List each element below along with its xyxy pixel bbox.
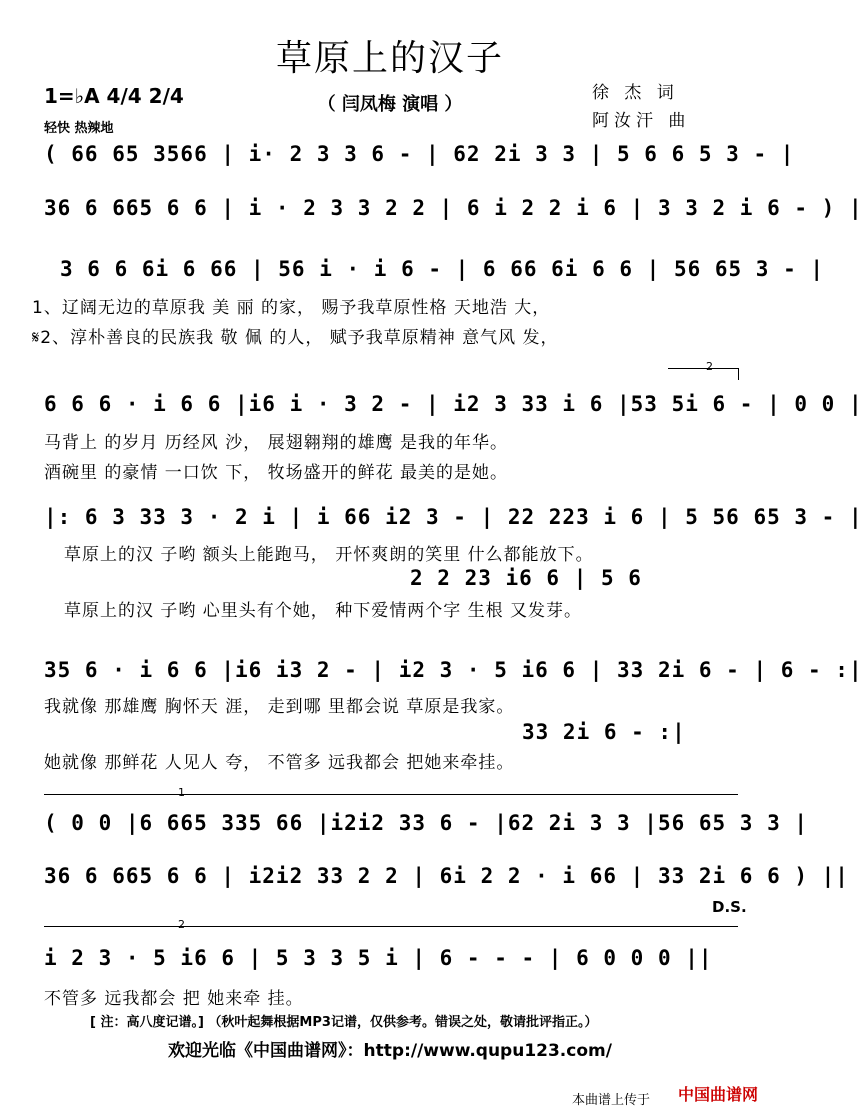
score-row-4: 6 6 6 · i 6 6 |i6 i · 3 2 - | i2 3 33 i 6 |53 5i 6 - | 0 0 | <box>44 392 863 416</box>
score-row-7: ( 0 0 |6 665 335 66 |i2i2 33 6 - |62 2i 3 3 |56 65 3 3 | <box>44 811 809 835</box>
ds-marking: D.S. <box>712 898 747 916</box>
lyric-verse2-a: 𝄋2、淳朴善良的民族我 敬 佩 的人， 赋予我草原精神 意气风 发， <box>32 328 559 348</box>
key-signature: 1=♭A 4/4 2/4 <box>44 84 184 108</box>
score-row-3: 3 6 6 6i 6 66 | 56 i · i 6 - | 6 66 6i 6 6 | 56 65 3 - | <box>60 257 825 281</box>
volta-2-number: 2 <box>706 360 713 373</box>
score-row-5-alt: 2 2 23 i6 6 | 5 6 <box>410 566 642 590</box>
page-title: 草原上的汉子 <box>275 38 504 79</box>
tempo-marking: 轻快 热辣地 <box>44 121 114 136</box>
lyric-verse2-b: 酒碗里 的豪情 一口饮 下， 牧场盛开的鲜花 最美的是她。 <box>44 463 509 483</box>
volta-1-line <box>44 794 738 795</box>
singer-credit: （ 闫凤梅 演唱 ） <box>317 94 463 115</box>
site-logo: 中国曲谱网 <box>677 1085 758 1104</box>
welcome-banner: 欢迎光临《中国曲谱网》：http://www.qupu123.com/ <box>168 1041 612 1061</box>
score-row-8: 36 6 665 6 6 | i2i2 33 2 2 | 6i 2 2 · i 66 | 33 2i 6 6 ) || <box>44 864 849 888</box>
volta-1-number: 1 <box>178 786 185 799</box>
lyric-chorus2-b: 她就像 那鲜花 人见人 夸， 不管多 远我都会 把她来牵挂。 <box>44 753 515 773</box>
score-row-1: ( 66 65 3566 | i· 2 3 3 6 - | 62 2i 3 3 | 5 6 6 5 3 - | <box>44 142 795 166</box>
volta-2-lower-line <box>44 926 738 927</box>
volta-2-lower-number: 2 <box>178 918 185 931</box>
lyric-chorus1-b: 我就像 那雄鹰 胸怀天 涯， 走到哪 里都会说 草原是我家。 <box>44 697 515 717</box>
score-row-6: 35 6 · i 6 6 |i6 i3 2 - | i2 3 · 5 i6 6 | 33 2i 6 - | 6 - :| <box>44 658 863 682</box>
score-row-5: |: 6 3 33 3 · 2 i | i 66 i2 3 - | 22 223 i 6 | 5 56 65 3 - | <box>44 505 863 529</box>
lyric-coda: 不管多 远我都会 把 她来牵 挂。 <box>44 989 304 1009</box>
lyric-verse1-b: 马背上 的岁月 历经风 沙， 展翅翱翔的雄鹰 是我的年华。 <box>44 433 509 453</box>
lyric-chorus2-a: 草原上的汉 子哟 心里头有个她， 种下爱情两个字 生根 又发芽。 <box>64 601 583 621</box>
lyricist-credit: 徐 杰 词 <box>592 83 679 103</box>
volta-2-line <box>668 368 738 369</box>
volta-2-end <box>738 368 739 380</box>
upload-label: 本曲谱上传于 <box>571 1093 650 1108</box>
score-row-9: i 2 3 · 5 i6 6 | 5 3 3 5 i | 6 - - - | 6 0 0 0 || <box>44 946 713 970</box>
score-row-6-alt: 33 2i 6 - :| <box>522 720 686 744</box>
transcription-note: [ 注：高八度记谱。] （秋叶起舞根据MP3记谱，仅供参考。错误之处，敬请批评指正。） <box>90 1015 598 1030</box>
score-row-2: 36 6 665 6 6 | i · 2 3 3 2 2 | 6 i 2 2 i 6 | 3 3 2 i 6 - ) | <box>44 196 863 220</box>
lyric-verse1-a: 1、辽阔无边的草原我 美 丽 的家， 赐予我草原性格 天地浩 大， <box>32 298 551 318</box>
lyric-chorus1-a: 草原上的汉 子哟 额头上能跑马， 开怀爽朗的笑里 什么都能放下。 <box>64 545 594 565</box>
composer-credit: 阿汝汗 曲 <box>592 111 691 131</box>
